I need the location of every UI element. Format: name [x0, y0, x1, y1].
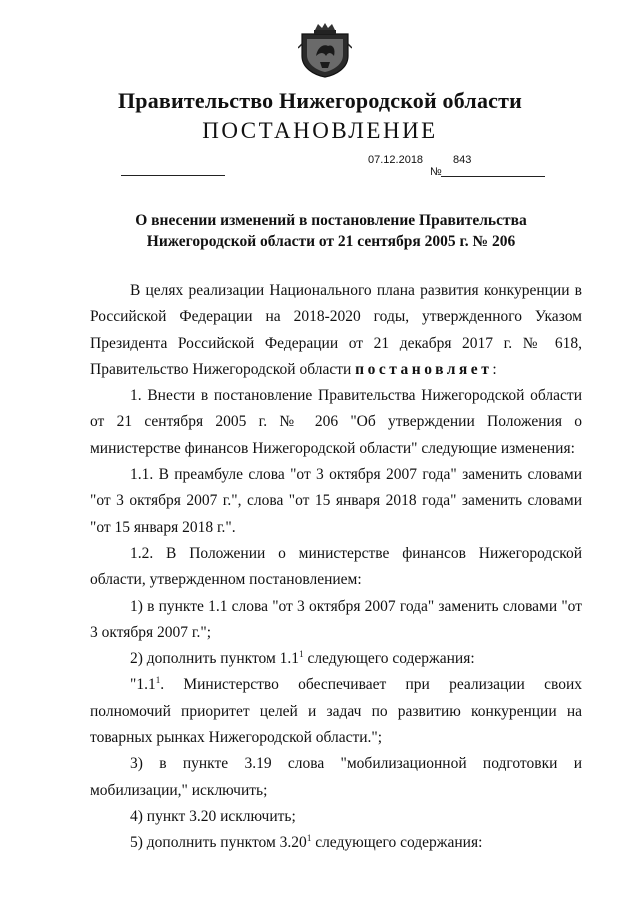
quote-tail: . Министерство обеспечивает при реализации своих полномочий приоритет целей и задач по развитию конкуренции на товарных рынках Нижегородской области."; [90, 676, 582, 747]
preamble-end: : [492, 360, 497, 378]
subitem-5-text: 5) дополнить пунктом 3.20 [130, 834, 307, 852]
paragraph-quote-1-1-1 [90, 672, 582, 751]
paragraph-subitem-2 [90, 646, 582, 672]
paragraph-item-1-2: 1.2. В Положении о министерстве финансов Нижегородской области, утвержденном постановлением: [90, 544, 582, 589]
date-underline [121, 175, 225, 176]
subitem-5-tail: следующего содержания: [311, 834, 483, 852]
number-underline [441, 176, 545, 177]
paragraph-subitem-4: 4) пункт 3.20 исключить; [130, 807, 296, 825]
number-label: № [430, 166, 442, 178]
paragraph-item-1-1: 1.1. В преамбуле слова "от 3 октября 2007 года" заменить словами "от 3 октября 2007 г.", слова "от 15 января 2018 года" заменить словами "от 15 января 2018 г.". [90, 466, 582, 536]
subitem-5-sup: 1 [306, 833, 312, 844]
paragraph-item-1: 1. Внести в постановление Правительства Нижегородской области от 21 сентября 2005 г. № 206 "Об утверждении Положения о министерстве финансов Нижегородской области" следующие изменения: [90, 387, 582, 457]
subject-line-1: О внесении изменений в постановление Правительства [135, 212, 527, 229]
paragraph-subitem-1: 1) в пункте 1.1 слова "от 3 октября 2007 года" заменить словами "от 3 октября 2007 г."; [90, 597, 582, 641]
subject-line-2: Нижегородской области от 21 сентября 2005 г. № 206 [146, 233, 516, 250]
subitem-2-text: 2) дополнить пунктом 1.1 [130, 650, 300, 668]
preamble-text: В целях реализации Национального плана развития конкуренции в Российской Федерации на 2018-2020 годы, утвержденного Указом Президента Российской Федерации от 21 декабря 2017 г. № 618, Правительство Нижегородской области [90, 282, 582, 378]
paragraph-preamble [90, 278, 582, 383]
paragraph-subitem-3: 3) в пункте 3.19 слова "мобилизационной подготовки и мобилизации," исключить; [90, 755, 582, 799]
organization-name: Правительство Нижегородской области [117, 88, 522, 113]
subitem-2-sup: 1 [299, 649, 304, 659]
coat-of-arms-icon [298, 22, 352, 78]
subitem-2-tail: следующего содержания: [303, 650, 475, 668]
document-date: 07.12.2018 [368, 154, 424, 166]
decree-keyword: постановляет [355, 360, 493, 378]
document-number: 843 [453, 154, 472, 166]
document-type: ПОСТАНОВЛЕНИЕ [202, 118, 438, 143]
quote-sup: 1 [155, 675, 161, 686]
paragraph-subitem-5 [90, 830, 582, 856]
quote-text: "1.1 [130, 676, 156, 694]
document-subject [120, 210, 542, 252]
document-body [90, 278, 582, 857]
